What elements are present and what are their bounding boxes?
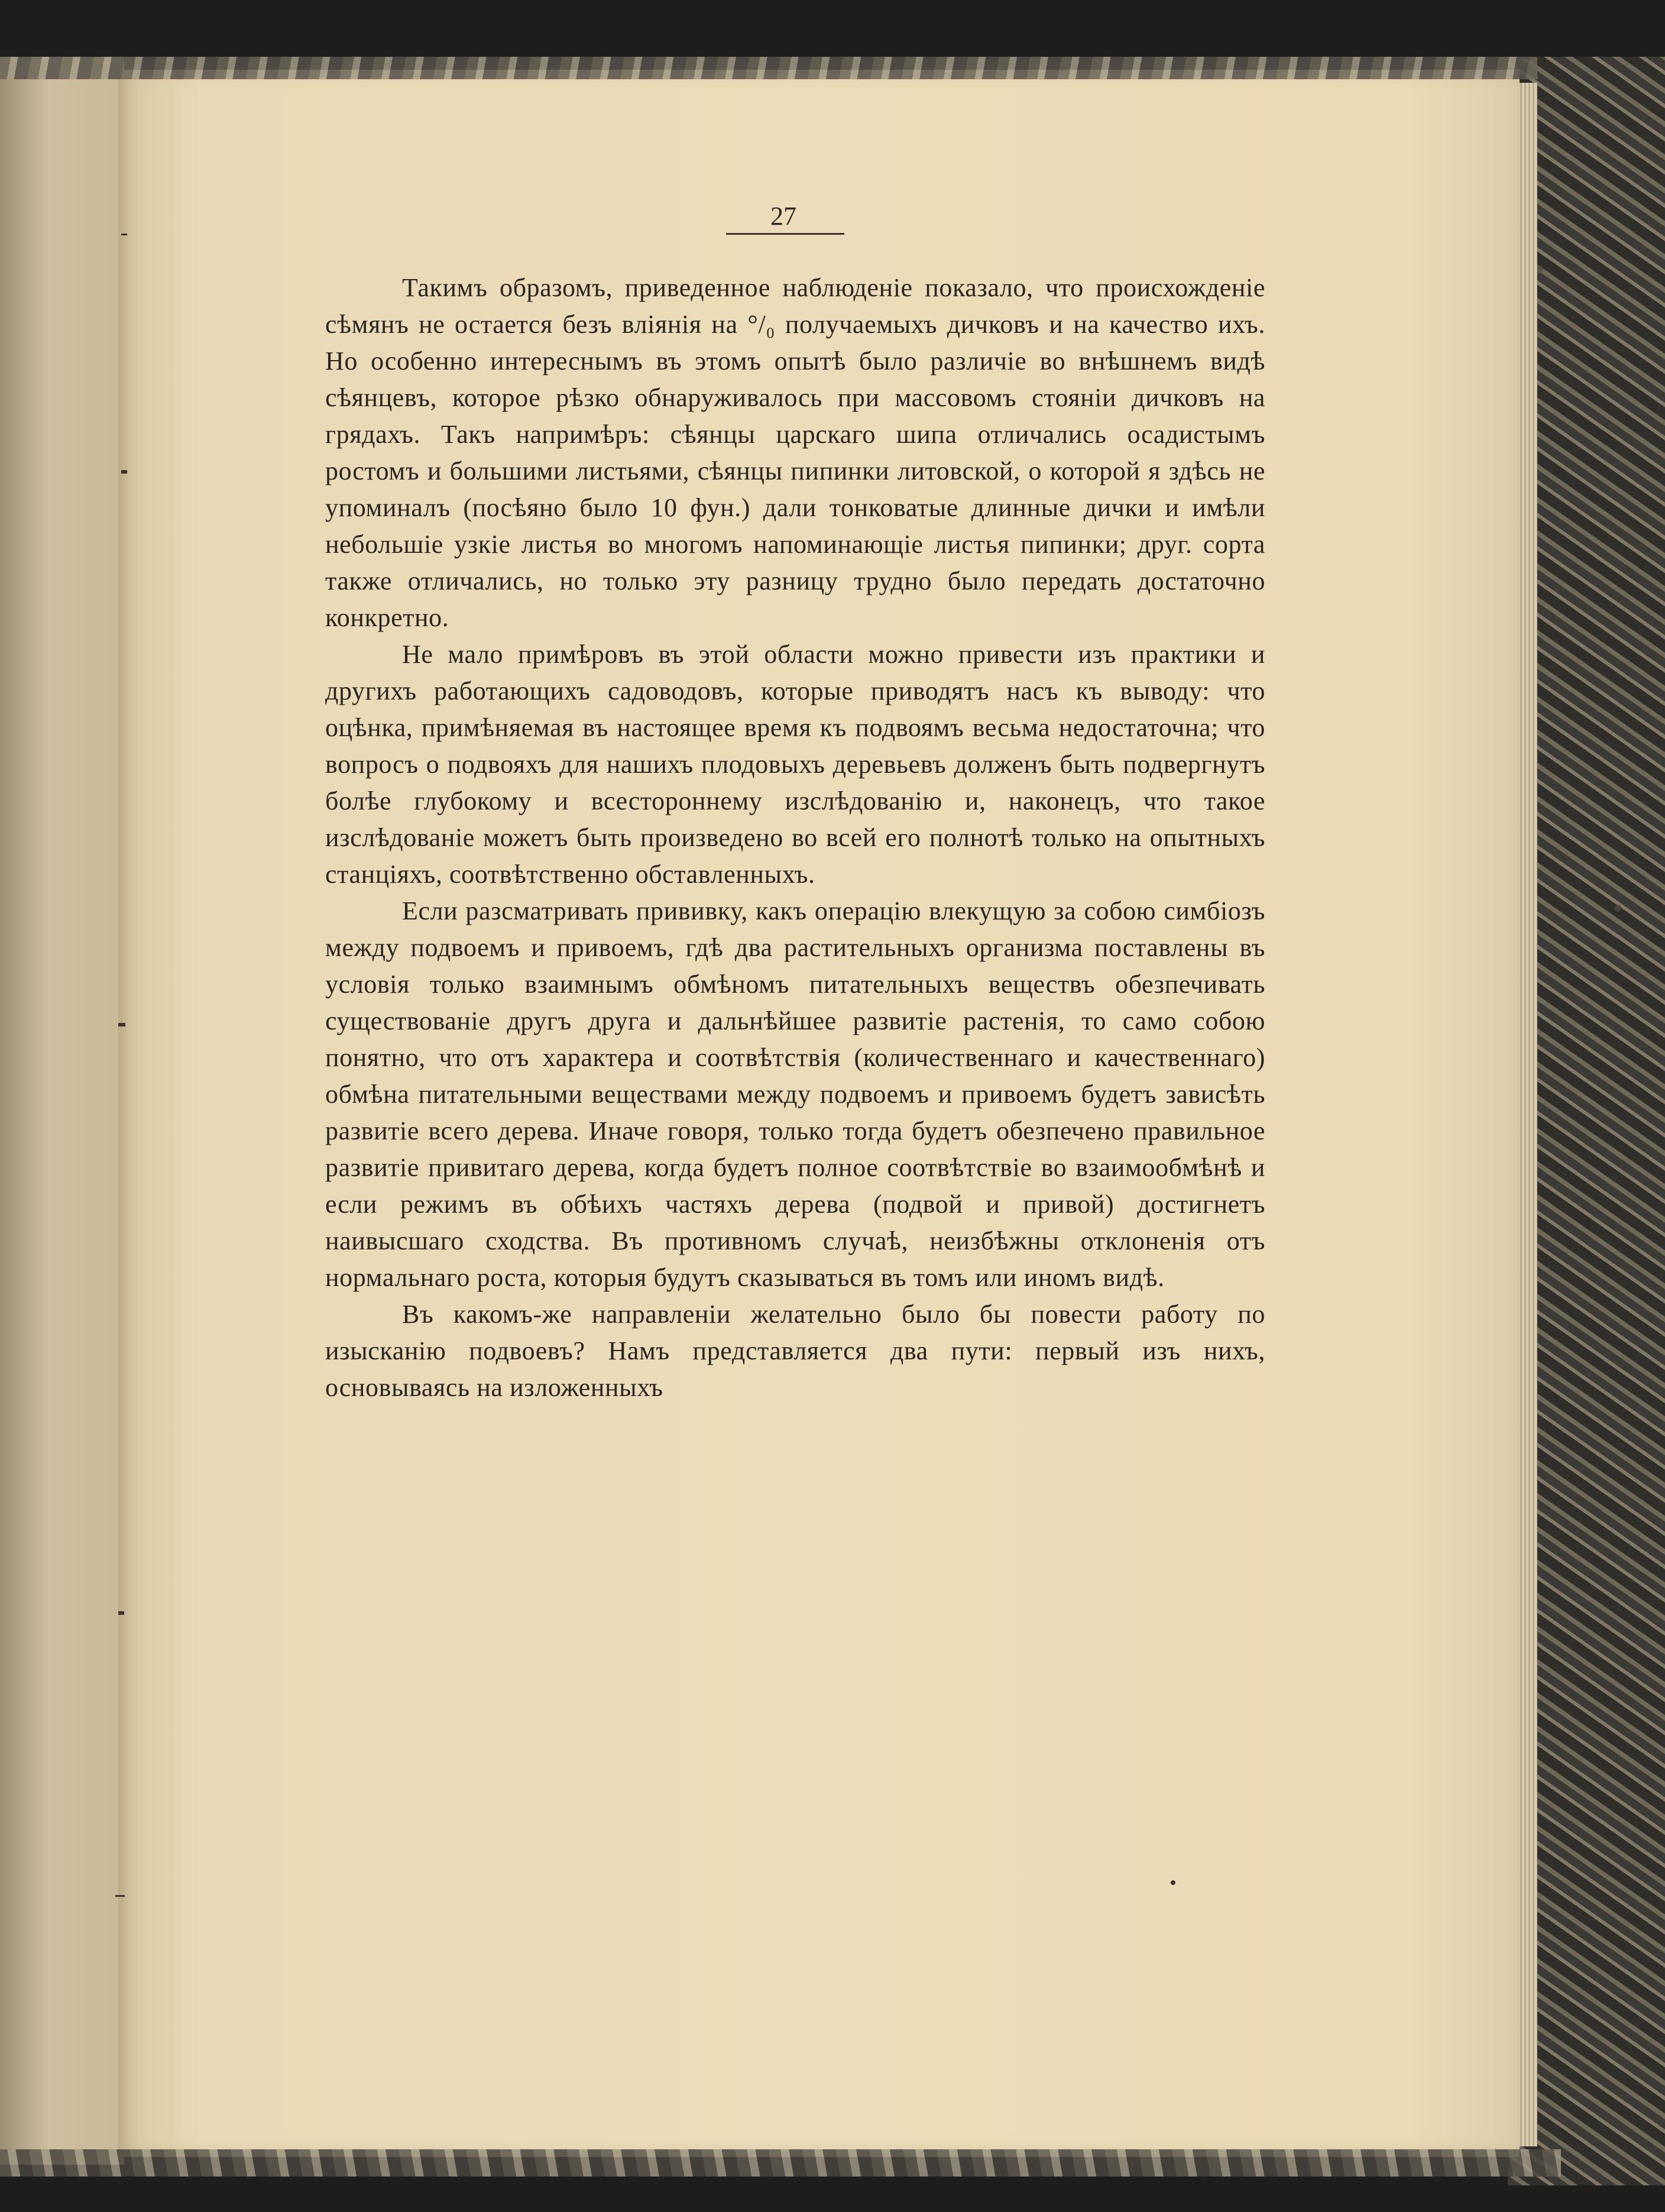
- paragraph: Если разсматривать прививку, какъ операцію влекущую за собою симбіозъ между подвоемъ и привоемъ, гдѣ два растительныхъ организма поставлены въ условія только взаимнымъ обмѣномъ питательныхъ веществъ обезпечивать существованіе другъ друга и дальнѣйшее развитіе растенія, то само собою понятно, что отъ характера и соотвѣтствія (количественнаго и качественнаго) обмѣна питательными веществами между подвоемъ и привоемъ будетъ зависѣть развитіе всего дерева. Иначе говоря, только тогда будетъ обезпечено правильное развитіе привитаго дерева, когда будетъ полное соотвѣтствіе во взаимообмѣнѣ и если режимъ въ обѣихъ частяхъ дерева (подвой и привой) достигнетъ наивысшаго сходства. Въ противномъ случаѣ, неизбѣжны отклоненія отъ нормальнаго роста, которыя будутъ сказываться въ томъ или иномъ видѣ.: [325, 896, 1265, 1292]
- top-binding-edge: [0, 57, 1537, 79]
- bottom-binding-edge: [0, 2149, 1561, 2177]
- margin-mark: [121, 470, 127, 474]
- facing-page-edge: [0, 57, 124, 2165]
- speck: [1171, 1880, 1175, 1885]
- page-number: 27: [770, 202, 796, 231]
- body-text: [325, 270, 1265, 1406]
- page-number-rule: [726, 233, 844, 235]
- margin-mark: [118, 1611, 124, 1615]
- margin-mark: [121, 234, 127, 235]
- paragraph: Не мало примѣровъ въ этой области можно привести изъ практики и другихъ работающихъ садоводовъ, которые приводятъ насъ къ выводу: что оцѣнка, примѣняемая въ настоящее время къ подвоямъ весьма недостаточна; что вопросъ о подвояхъ для нашихъ плодовыхъ деревьевъ долженъ быть подвергнутъ болѣе глубокому и всестороннему изслѣдованію и, наконецъ, что такое изслѣдованіе можетъ быть произведено во всей его полнотѣ только на опытныхъ станціяхъ, соотвѣтственно обставленныхъ.: [325, 640, 1265, 889]
- margin-mark: [115, 1895, 125, 1897]
- margin-mark: [118, 1023, 125, 1026]
- paragraph: Въ какомъ-же направленіи желательно было бы повести работу по изысканію подвоевъ? Намъ представляется два пути: первый изъ нихъ, основываясь на изложенныхъ: [325, 1300, 1265, 1402]
- paragraph: Такимъ образомъ, приведенное наблюденіе показало, что происхожденіе сѣмянъ не остается безъ вліянія на °/₀ получаемыхъ дичковъ и на качество ихъ. Но особенно интереснымъ въ этомъ опытѣ было различіе во внѣшнемъ видѣ сѣянцевъ, которое рѣзко обнаруживалось при массовомъ стояніи дичковъ на грядахъ. Такъ напримѣръ: сѣянцы царскаго шипа отличались осадистымъ ростомъ и большими листьями, сѣянцы пипинки литовской, о которой я здѣсь не упоминалъ (посѣяно было 10 фун.) дали тонковатые длинные дички и имѣли небольшіе узкіе листья во многомъ напоминающіе листья пипинки; друг. сорта также отличались, но только эту разницу трудно было передать достаточно конкретно.: [325, 273, 1265, 632]
